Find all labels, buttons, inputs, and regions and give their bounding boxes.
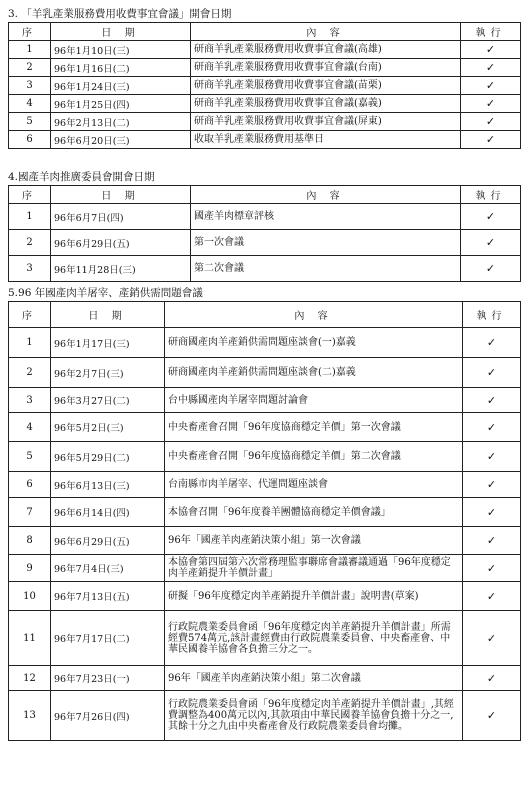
row-date: 96年5月2日(三) <box>51 413 165 442</box>
check-icon: ✓ <box>463 328 521 358</box>
row-number: 8 <box>9 527 51 555</box>
row-date: 96年3月27日(二) <box>51 388 165 413</box>
check-icon: ✓ <box>461 230 521 256</box>
row-number: 3 <box>9 388 51 413</box>
row-number: 7 <box>9 498 51 527</box>
row-date: 96年6月29日(五) <box>51 230 191 256</box>
row-number: 4 <box>9 413 51 442</box>
header-no: 序 <box>9 302 51 328</box>
header-content: 內 容 <box>165 302 463 328</box>
row-number: 9 <box>9 555 51 582</box>
row-content: 研商羊乳產業服務費用收費事宜會議(嘉義) <box>191 95 461 113</box>
check-icon: ✓ <box>463 442 521 472</box>
section5-table <box>8 301 521 741</box>
row-number: 1 <box>9 328 51 358</box>
row-number: 1 <box>9 41 51 59</box>
row-date: 96年1月25日(四) <box>51 95 191 113</box>
row-content: 研商羊乳產業服務費用收費事宜會議(台南) <box>191 59 461 77</box>
check-icon: ✓ <box>461 41 521 59</box>
row-number: 3 <box>9 256 51 282</box>
row-number: 4 <box>9 95 51 113</box>
row-date: 96年6月13日(三) <box>51 472 165 498</box>
check-icon: ✓ <box>463 358 521 388</box>
row-number: 6 <box>9 472 51 498</box>
header-no: 序 <box>9 186 51 204</box>
row-content: 研商羊乳產業服務費用收費事宜會議(屏東) <box>191 113 461 131</box>
row-date: 96年1月10日(三) <box>51 41 191 59</box>
row-number: 1 <box>9 204 51 230</box>
table-row <box>9 358 521 388</box>
section3-title: 3. 「羊乳產業服務費用收費事宜會議」開會日期 <box>8 8 232 20</box>
row-date: 96年2月13日(二) <box>51 113 191 131</box>
check-icon: ✓ <box>461 131 521 149</box>
row-date: 96年6月7日(四) <box>51 204 191 230</box>
section3-table <box>8 22 521 149</box>
row-date: 96年7月17日(二) <box>51 611 165 666</box>
row-date: 96年11月28日(三) <box>51 256 191 282</box>
row-content: 第二次會議 <box>191 256 461 282</box>
check-icon: ✓ <box>463 691 521 741</box>
table-row <box>9 498 521 527</box>
table-row <box>9 691 521 741</box>
check-icon: ✓ <box>463 413 521 442</box>
row-number: 2 <box>9 358 51 388</box>
table-row <box>9 328 521 358</box>
row-content: 收取羊乳產業服務費用基準日 <box>191 131 461 149</box>
row-content: 研擬「96年度穩定肉羊產銷提升羊價計畫」說明書(草案) <box>165 582 463 611</box>
row-date: 96年6月14日(四) <box>51 498 165 527</box>
table-row <box>9 555 521 582</box>
row-number: 13 <box>9 691 51 741</box>
row-content: 第一次會議 <box>191 230 461 256</box>
row-content: 台中縣國產肉羊屠宰問題討論會 <box>165 388 463 413</box>
header-no: 序 <box>9 23 51 41</box>
row-content: 96年「國產羊肉產銷決策小組」第一次會議 <box>165 527 463 555</box>
row-date: 96年1月24日(三) <box>51 77 191 95</box>
row-date: 96年1月17日(三) <box>51 328 165 358</box>
row-number: 12 <box>9 666 51 691</box>
check-icon: ✓ <box>463 498 521 527</box>
table-row <box>9 472 521 498</box>
row-content: 96年「國產羊肉產銷決策小組」第二次會議 <box>165 666 463 691</box>
row-content: 本協會第四屆第六次常務理監事聯席會議審議通過「96年度穩定肉羊產銷提升羊價計畫」 <box>165 555 463 582</box>
row-date: 96年1月16日(二) <box>51 59 191 77</box>
row-date: 96年5月29日(二) <box>51 442 165 472</box>
check-icon: ✓ <box>463 388 521 413</box>
header-date: 日 期 <box>51 23 191 41</box>
check-icon: ✓ <box>463 472 521 498</box>
row-content: 中央畜產會召開「96年度協商穩定羊價」第一次會議 <box>165 413 463 442</box>
row-date: 96年7月13日(五) <box>51 582 165 611</box>
table-row <box>9 666 521 691</box>
check-icon: ✓ <box>463 527 521 555</box>
row-content: 研商羊乳產業服務費用收費事宜會議(高雄) <box>191 41 461 59</box>
check-icon: ✓ <box>461 256 521 282</box>
section5-title: 5.96 年國產肉羊屠宰、產銷供需問題會議 <box>8 287 203 299</box>
row-content: 研商國產肉羊產銷供需問題座談會(一)嘉義 <box>165 328 463 358</box>
table-row <box>9 131 521 149</box>
check-icon: ✓ <box>461 95 521 113</box>
header-done: 執行 <box>463 302 521 328</box>
row-number: 5 <box>9 442 51 472</box>
table-row <box>9 256 521 282</box>
row-content: 本協會召開「96年度養羊團體協商穩定羊價會議」 <box>165 498 463 527</box>
table-row <box>9 388 521 413</box>
section4-title: 4.國產羊肉推廣委員會開會日期 <box>8 171 155 183</box>
table-row <box>9 95 521 113</box>
row-number: 5 <box>9 113 51 131</box>
header-content: 內 容 <box>191 186 461 204</box>
check-icon: ✓ <box>461 204 521 230</box>
row-number: 2 <box>9 230 51 256</box>
table-row <box>9 204 521 230</box>
row-date: 96年7月26日(四) <box>51 691 165 741</box>
row-content: 國產羊肉標章評核 <box>191 204 461 230</box>
table-row <box>9 611 521 666</box>
row-content: 台南縣市肉羊屠宰、代運問題座談會 <box>165 472 463 498</box>
row-content: 研商羊乳產業服務費用收費事宜會議(苗栗) <box>191 77 461 95</box>
header-date: 日 期 <box>51 186 191 204</box>
table-row <box>9 442 521 472</box>
row-date: 96年7月23日(一) <box>51 666 165 691</box>
row-number: 6 <box>9 131 51 149</box>
table-row <box>9 413 521 442</box>
check-icon: ✓ <box>463 555 521 582</box>
header-date: 日 期 <box>51 302 165 328</box>
section4-table <box>8 185 521 282</box>
table-row <box>9 59 521 77</box>
table-row <box>9 113 521 131</box>
table-row <box>9 527 521 555</box>
row-number: 10 <box>9 582 51 611</box>
row-date: 96年2月7日(三) <box>51 358 165 388</box>
row-date: 96年7月4日(三) <box>51 555 165 582</box>
check-icon: ✓ <box>461 77 521 95</box>
row-content: 行政院農業委員會函「96年度穩定肉羊產銷提升羊價計畫」,其經費調整為400萬元以內,其款項由中華民國養羊協會負擔十分之一,其餘十分之九由中央畜產會及行政院農業委員會均攤。 <box>165 691 463 741</box>
row-content: 中央畜產會召開「96年度協商穩定羊價」第二次會議 <box>165 442 463 472</box>
row-number: 11 <box>9 611 51 666</box>
check-icon: ✓ <box>463 582 521 611</box>
row-content: 研商國產肉羊產銷供需問題座談會(二)嘉義 <box>165 358 463 388</box>
table-row <box>9 77 521 95</box>
row-number: 2 <box>9 59 51 77</box>
table-row <box>9 230 521 256</box>
header-done: 執行 <box>461 186 521 204</box>
check-icon: ✓ <box>463 611 521 666</box>
check-icon: ✓ <box>463 666 521 691</box>
row-date: 96年6月20日(三) <box>51 131 191 149</box>
check-icon: ✓ <box>461 113 521 131</box>
row-number: 3 <box>9 77 51 95</box>
table-row <box>9 582 521 611</box>
check-icon: ✓ <box>461 59 521 77</box>
header-done: 執行 <box>461 23 521 41</box>
row-content: 行政院農業委員會函「96年度穩定肉羊產銷提升羊價計畫」所需經費574萬元,該計畫經費由行政院農業委員會、中央畜產會、中華民國養羊協會各負擔三分之一。 <box>165 611 463 666</box>
header-content: 內 容 <box>191 23 461 41</box>
row-date: 96年6月29日(五) <box>51 527 165 555</box>
table-row <box>9 41 521 59</box>
